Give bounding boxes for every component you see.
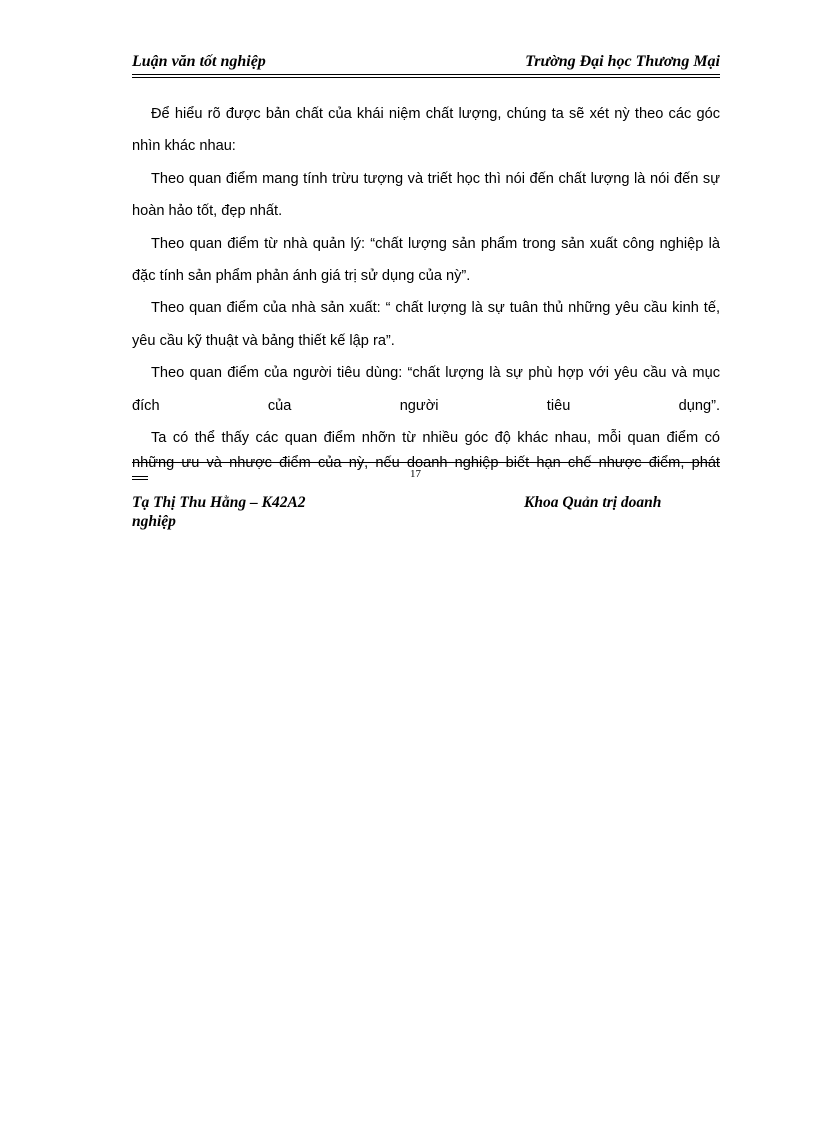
footer-department: Khoa Quản trị doanh (524, 494, 662, 511)
footer-rule (132, 476, 148, 477)
footer-author: Tạ Thị Thu Hằng – K42A2 (132, 494, 306, 511)
paragraph-3: Theo quan điểm từ nhà quản lý: “chất lượng sản phẩm trong sản xuất công nghiệp là đặc tính sản phẩm phản ánh giá trị sử dụng của nỳ”. (132, 235, 720, 285)
paragraph-2: Theo quan điểm mang tính trừu tượng và triết học thì nói đến chất lượng là nói đến sự hoàn hảo tốt, đẹp nhất. (132, 170, 720, 220)
page-number: 17 (410, 468, 421, 480)
paragraph-4: Theo quan điểm của nhà sản xuất: “ chất lượng là sự tuân thủ những yêu cầu kinh tế, yêu cầu kỹ thuật và bảng thiết kế lập ra”. (132, 300, 720, 349)
cut-off-line: những ưu và nhược điểm của nỳ, nếu doanh nghiệp biết hạn chế nhược điểm, phát (132, 455, 720, 471)
document-body (132, 98, 720, 454)
paragraph-5: Theo quan điểm của người tiêu dùng: “chất lượng là sự phù hợp với yêu cầu và mục đích của người tiêu dụng”. (132, 365, 720, 414)
header-rule-secondary (132, 77, 720, 78)
footer-rule-secondary (132, 479, 148, 480)
header-thesis-label: Luận văn tốt nghiệp (132, 53, 266, 70)
paragraph-6: Ta có thể thấy các quan điểm nhỡn từ nhiều góc độ khác nhau, mỗi quan điểm có (151, 430, 720, 447)
header-university-label: Trường Đại học Thương Mại (525, 53, 720, 70)
footer-department-wrap: nghiệp (132, 513, 176, 530)
paragraph-1: Để hiểu rõ được bản chất của khái niệm chất lượng, chúng ta sẽ xét nỳ theo các góc nhìn khác nhau: (132, 106, 720, 155)
page-header (132, 53, 720, 75)
header-rule (132, 74, 720, 75)
